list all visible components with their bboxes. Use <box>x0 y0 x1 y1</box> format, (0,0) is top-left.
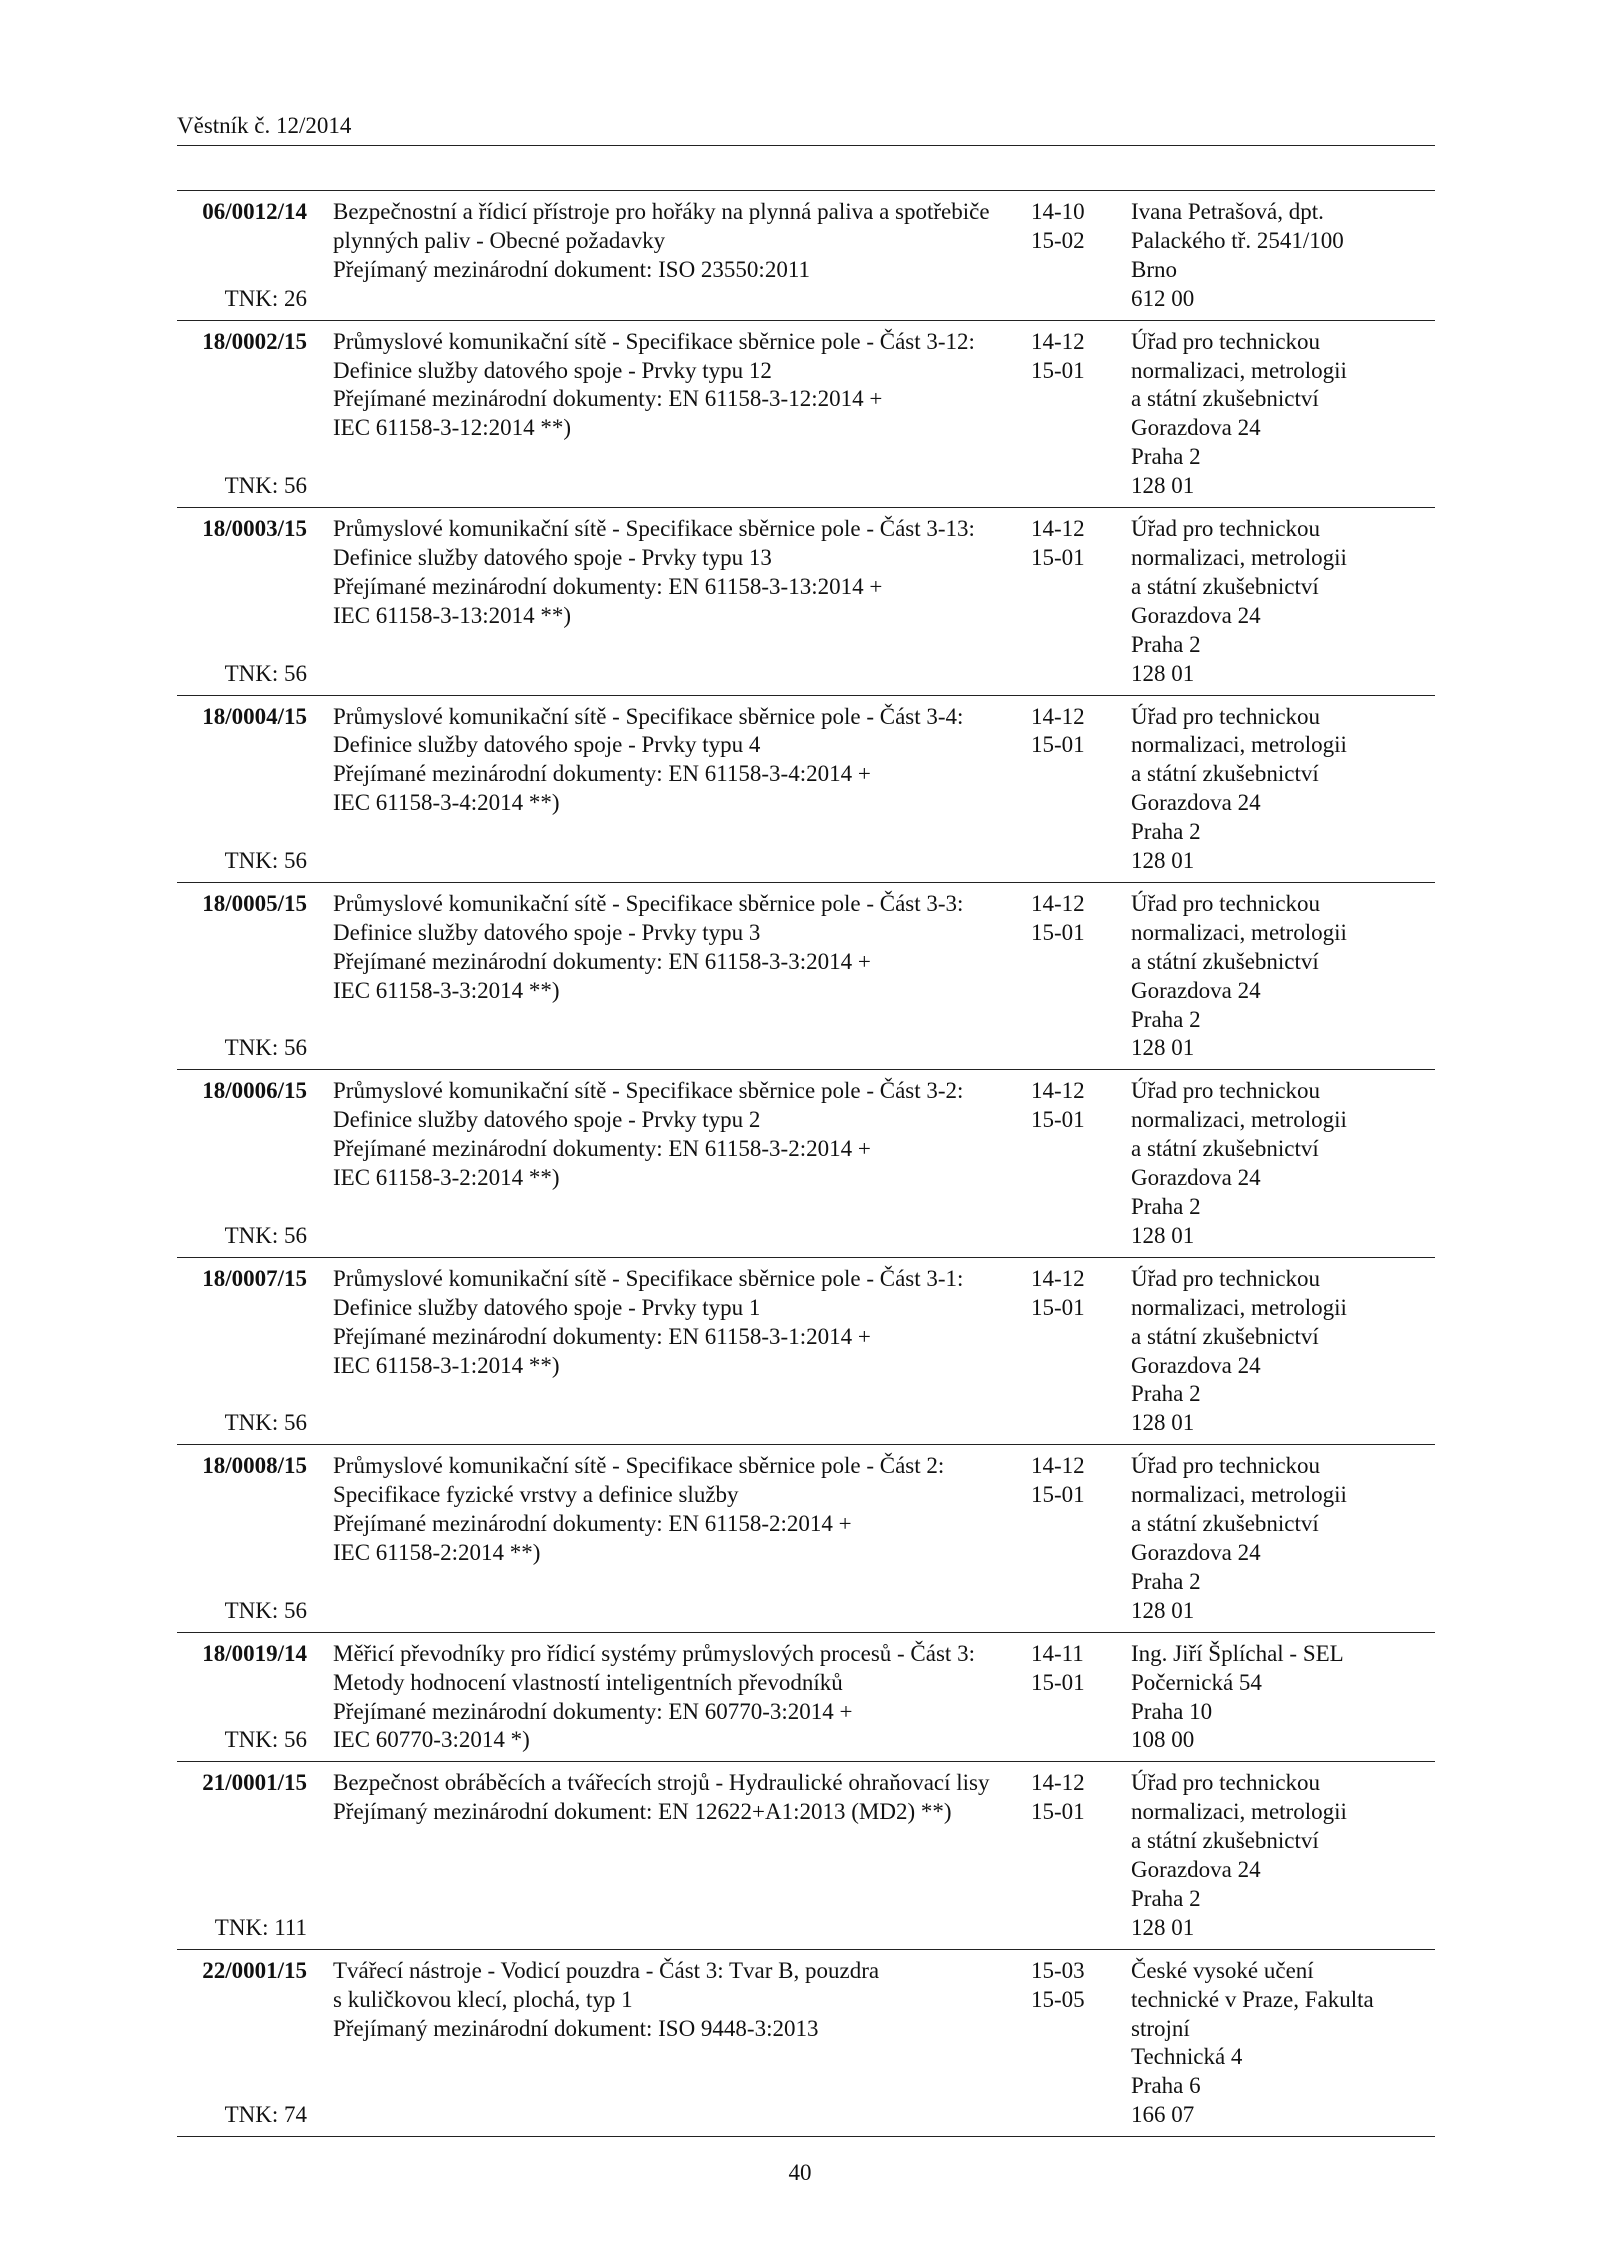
tnk-number: TNK: 56 <box>224 1597 307 1623</box>
date-value: 14-12 <box>1031 1078 1085 1104</box>
title-line: Přejímané mezinárodní dokumenty: EN 60770-3:2014 + <box>333 1698 853 1724</box>
address-line: Gorazdova 24 <box>1131 1857 1261 1883</box>
address-line: a státní zkušebnictví <box>1131 761 1319 787</box>
standard-id-cell <box>177 515 307 688</box>
standard-code: 18/0019/14 <box>202 1640 307 1666</box>
title-line: Průmyslové komunikační sítě - Specifikace sběrnice pole - Část 3-4: <box>333 703 964 729</box>
address-line: Praha 10 <box>1131 1698 1213 1724</box>
title-line: Definice služby datového spoje - Prvky typu 1 <box>333 1294 761 1320</box>
address-line: 128 01 <box>1131 1914 1195 1940</box>
address-line: Úřad pro technickou <box>1131 1265 1321 1291</box>
title-line: Metody hodnocení vlastností inteligentních převodníků <box>333 1669 843 1695</box>
title-line: IEC 61158-3-1:2014 **) <box>333 1352 560 1378</box>
processor-address-cell <box>1127 1640 1435 1756</box>
tnk-number: TNK: 74 <box>224 2102 307 2128</box>
date-value: 15-01 <box>1031 1799 1085 1825</box>
standard-code: 18/0008/15 <box>202 1453 307 1479</box>
address-line: Gorazdova 24 <box>1131 790 1261 816</box>
tnk-number: TNK: 111 <box>214 1914 307 1940</box>
address-line: Počernická 54 <box>1131 1669 1262 1695</box>
table-row <box>177 1633 1435 1763</box>
standard-code: 18/0004/15 <box>202 703 307 729</box>
dates-cell <box>1027 1769 1127 1942</box>
dates-cell <box>1027 198 1127 314</box>
dates-cell <box>1027 1640 1127 1756</box>
title-line: Průmyslové komunikační sítě - Specifikace sběrnice pole - Část 3-13: <box>333 516 975 542</box>
address-line: normalizaci, metrologii <box>1131 1482 1347 1508</box>
address-line: 128 01 <box>1131 1035 1195 1061</box>
address-line: a státní zkušebnictví <box>1131 573 1319 599</box>
address-line: Úřad pro technickou <box>1131 328 1321 354</box>
address-line: České vysoké učení <box>1131 1957 1314 1983</box>
address-line: 108 00 <box>1131 1727 1195 1753</box>
title-line: Definice služby datového spoje - Prvky typu 4 <box>333 732 761 758</box>
address-line: Úřad pro technickou <box>1131 516 1321 542</box>
address-line: a státní zkušebnictví <box>1131 1828 1319 1854</box>
title-line: Měřicí převodníky pro řídicí systémy průmyslových procesů - Část 3: <box>333 1640 975 1666</box>
dates-cell <box>1027 1957 1127 2130</box>
title-line: Průmyslové komunikační sítě - Specifikace sběrnice pole - Část 3-2: <box>333 1078 964 1104</box>
address-line: Praha 2 <box>1131 1006 1201 1032</box>
date-value: 15-05 <box>1031 1986 1085 2012</box>
title-line: IEC 60770-3:2014 *) <box>333 1727 530 1753</box>
processor-address-cell <box>1127 703 1435 876</box>
tnk-number: TNK: 26 <box>224 285 307 311</box>
date-value: 15-01 <box>1031 732 1085 758</box>
standard-code: 18/0006/15 <box>202 1078 307 1104</box>
standard-code: 21/0001/15 <box>202 1770 307 1796</box>
address-line: Ivana Petrašová, dpt. <box>1131 199 1324 224</box>
address-line: a státní zkušebnictví <box>1131 1323 1319 1349</box>
date-value: 15-01 <box>1031 919 1085 945</box>
address-line: Praha 2 <box>1131 631 1201 657</box>
date-value: 15-01 <box>1031 1669 1085 1695</box>
title-line: IEC 61158-3-12:2014 **) <box>333 415 572 441</box>
address-line: strojní <box>1131 2015 1190 2041</box>
title-line: IEC 61158-2:2014 **) <box>333 1539 541 1565</box>
address-line: normalizaci, metrologii <box>1131 544 1347 570</box>
title-line: Přejímané mezinárodní dokumenty: EN 61158-2:2014 + <box>333 1511 852 1537</box>
standard-id-cell <box>177 703 307 876</box>
address-line: normalizaci, metrologii <box>1131 1799 1347 1825</box>
date-value: 14-12 <box>1031 1453 1085 1479</box>
title-line: Přejímaný mezinárodní dokument: ISO 9448-3:2013 <box>333 2015 819 2041</box>
standard-code: 22/0001/15 <box>202 1957 307 1983</box>
standard-id-cell <box>177 1077 307 1250</box>
standard-title-cell <box>307 198 1027 314</box>
date-value: 14-12 <box>1031 890 1085 916</box>
address-line: Úřad pro technickou <box>1131 890 1321 916</box>
title-line: Průmyslové komunikační sítě - Specifikace sběrnice pole - Část 2: <box>333 1453 945 1479</box>
address-line: a státní zkušebnictví <box>1131 386 1319 412</box>
title-line: Průmyslové komunikační sítě - Specifikace sběrnice pole - Část 3-12: <box>333 328 975 354</box>
table-row <box>177 696 1435 883</box>
table-row <box>177 508 1435 695</box>
address-line: 128 01 <box>1131 1222 1195 1248</box>
address-line: a státní zkušebnictví <box>1131 1136 1319 1162</box>
address-line: 612 00 <box>1131 285 1195 311</box>
date-value: 15-01 <box>1031 357 1085 383</box>
processor-address-cell <box>1127 1077 1435 1250</box>
address-line: Gorazdova 24 <box>1131 1165 1261 1191</box>
title-line: plynných paliv - Obecné požadavky <box>333 227 666 253</box>
standard-title-cell <box>307 1957 1027 2130</box>
address-line: Úřad pro technickou <box>1131 703 1321 729</box>
standard-code: 18/0002/15 <box>202 328 307 354</box>
processor-address-cell <box>1127 1265 1435 1438</box>
title-line: IEC 61158-3-2:2014 **) <box>333 1165 560 1191</box>
date-value: 14-10 <box>1031 199 1085 224</box>
address-line: technické v Praze, Fakulta <box>1131 1986 1374 2012</box>
address-line: a státní zkušebnictví <box>1131 948 1319 974</box>
title-line: Tvářecí nástroje - Vodicí pouzdra - Část 3: Tvar B, pouzdra <box>333 1957 880 1983</box>
standard-title-cell <box>307 890 1027 1063</box>
dates-cell <box>1027 703 1127 876</box>
dates-cell <box>1027 1077 1127 1250</box>
address-line: normalizaci, metrologii <box>1131 732 1347 758</box>
address-line: normalizaci, metrologii <box>1131 1294 1347 1320</box>
processor-address-cell <box>1127 1452 1435 1625</box>
date-value: 14-12 <box>1031 1770 1085 1796</box>
address-line: 128 01 <box>1131 1597 1195 1623</box>
tnk-number: TNK: 56 <box>224 660 307 686</box>
dates-cell <box>1027 1265 1127 1438</box>
standard-id-cell <box>177 1957 307 2130</box>
table-row <box>177 1762 1435 1949</box>
title-line: Definice služby datového spoje - Prvky typu 3 <box>333 919 761 945</box>
address-line: Praha 2 <box>1131 444 1201 470</box>
date-value: 14-12 <box>1031 516 1085 542</box>
title-line: IEC 61158-3-3:2014 **) <box>333 977 560 1003</box>
address-line: Praha 2 <box>1131 1568 1201 1594</box>
address-line: a státní zkušebnictví <box>1131 1511 1319 1537</box>
table-row <box>177 1445 1435 1632</box>
processor-address-cell <box>1127 515 1435 688</box>
address-line: Gorazdova 24 <box>1131 977 1261 1003</box>
standards-table <box>177 190 1435 2137</box>
standard-id-cell <box>177 1265 307 1438</box>
tnk-number: TNK: 56 <box>224 1035 307 1061</box>
table-row <box>177 1070 1435 1257</box>
standard-id-cell <box>177 890 307 1063</box>
table-row <box>177 321 1435 508</box>
processor-address-cell <box>1127 198 1435 314</box>
title-line: Definice služby datového spoje - Prvky typu 13 <box>333 544 772 570</box>
tnk-number: TNK: 56 <box>224 848 307 874</box>
address-line: Gorazdova 24 <box>1131 602 1261 628</box>
standard-id-cell <box>177 198 307 314</box>
date-value: 14-12 <box>1031 1265 1085 1291</box>
date-value: 15-01 <box>1031 544 1085 570</box>
title-line: Přejímané mezinárodní dokumenty: EN 61158-3-12:2014 + <box>333 386 883 412</box>
date-value: 15-02 <box>1031 227 1085 253</box>
address-line: 166 07 <box>1131 2102 1195 2128</box>
title-line: Definice služby datového spoje - Prvky typu 2 <box>333 1107 761 1133</box>
title-line: Průmyslové komunikační sítě - Specifikace sběrnice pole - Část 3-1: <box>333 1265 964 1291</box>
date-value: 15-01 <box>1031 1294 1085 1320</box>
standard-code: 06/0012/14 <box>202 199 307 224</box>
table-row <box>177 1950 1435 2137</box>
dates-cell <box>1027 515 1127 688</box>
title-line: Specifikace fyzické vrstvy a definice služby <box>333 1482 739 1508</box>
page-number: 40 <box>788 2160 812 2185</box>
address-line: Brno <box>1131 256 1177 282</box>
tnk-number: TNK: 56 <box>224 473 307 499</box>
title-line: IEC 61158-3-4:2014 **) <box>333 790 560 816</box>
processor-address-cell <box>1127 1957 1435 2130</box>
address-line: Palackého tř. 2541/100 <box>1131 227 1344 253</box>
table-row <box>177 883 1435 1070</box>
title-line: Bezpečnostní a řídicí přístroje pro hořáky na plynná paliva a spotřebiče <box>333 199 990 224</box>
address-line: Ing. Jiří Šplíchal - SEL <box>1131 1640 1344 1666</box>
address-line: Gorazdova 24 <box>1131 1352 1261 1378</box>
dates-cell <box>1027 1452 1127 1625</box>
standard-id-cell <box>177 328 307 501</box>
title-line: s kuličkovou klecí, plochá, typ 1 <box>333 1986 633 2012</box>
title-line: Definice služby datového spoje - Prvky typu 12 <box>333 357 772 383</box>
address-line: normalizaci, metrologii <box>1131 919 1347 945</box>
date-value: 14-12 <box>1031 328 1085 354</box>
standard-title-cell <box>307 1452 1027 1625</box>
title-line: IEC 61158-3-13:2014 **) <box>333 602 572 628</box>
standard-id-cell <box>177 1769 307 1942</box>
standard-title-cell <box>307 1077 1027 1250</box>
processor-address-cell <box>1127 1769 1435 1942</box>
address-line: Praha 2 <box>1131 819 1201 845</box>
address-line: normalizaci, metrologii <box>1131 357 1347 383</box>
address-line: Praha 2 <box>1131 1194 1201 1219</box>
title-line: Přejímané mezinárodní dokumenty: EN 61158-3-2:2014 + <box>333 1136 871 1162</box>
date-value: 15-03 <box>1031 1957 1085 1983</box>
standard-title-cell <box>307 1265 1027 1438</box>
standard-title-cell <box>307 1769 1027 1942</box>
standard-code: 18/0007/15 <box>202 1265 307 1291</box>
standard-id-cell <box>177 1640 307 1756</box>
date-value: 14-11 <box>1031 1640 1084 1666</box>
address-line: 128 01 <box>1131 848 1195 874</box>
address-line: Úřad pro technickou <box>1131 1770 1321 1796</box>
date-value: 15-01 <box>1031 1482 1085 1508</box>
standard-title-cell <box>307 1640 1027 1756</box>
title-line: Přejímaný mezinárodní dokument: ISO 23550:2011 <box>333 256 810 282</box>
address-line: Praha 2 <box>1131 1885 1201 1911</box>
address-line: Úřad pro technickou <box>1131 1078 1321 1104</box>
standard-title-cell <box>307 515 1027 688</box>
standard-code: 18/0005/15 <box>202 890 307 916</box>
dates-cell <box>1027 328 1127 501</box>
address-line: 128 01 <box>1131 473 1195 499</box>
header-divider <box>177 145 1435 146</box>
address-line: 128 01 <box>1131 660 1195 686</box>
date-value: 14-12 <box>1031 703 1085 729</box>
title-line: Přejímané mezinárodní dokumenty: EN 61158-3-1:2014 + <box>333 1323 871 1349</box>
address-line: Technická 4 <box>1131 2044 1243 2070</box>
address-line: 128 01 <box>1131 1410 1195 1436</box>
standard-title-cell <box>307 328 1027 501</box>
standard-id-cell <box>177 1452 307 1625</box>
title-line: Přejímané mezinárodní dokumenty: EN 61158-3-13:2014 + <box>333 573 883 599</box>
standard-code: 18/0003/15 <box>202 516 307 542</box>
table-row <box>177 191 1435 321</box>
standard-title-cell <box>307 703 1027 876</box>
address-line: Gorazdova 24 <box>1131 1539 1261 1565</box>
address-line: Úřad pro technickou <box>1131 1453 1321 1479</box>
dates-cell <box>1027 890 1127 1063</box>
tnk-number: TNK: 56 <box>224 1727 307 1753</box>
title-line: Průmyslové komunikační sítě - Specifikace sběrnice pole - Část 3-3: <box>333 890 964 916</box>
processor-address-cell <box>1127 328 1435 501</box>
date-value: 15-01 <box>1031 1107 1085 1133</box>
table-row <box>177 1258 1435 1445</box>
address-line: Praha 6 <box>1131 2073 1201 2099</box>
page-header-title: Věstník č. 12/2014 <box>177 113 352 138</box>
address-line: normalizaci, metrologii <box>1131 1107 1347 1133</box>
title-line: Přejímaný mezinárodní dokument: EN 12622+A1:2013 (MD2) **) <box>333 1799 952 1825</box>
address-line: Praha 2 <box>1131 1381 1201 1407</box>
processor-address-cell <box>1127 890 1435 1063</box>
title-line: Bezpečnost obráběcích a tvářecích strojů - Hydraulické ohraňovací lisy <box>333 1770 990 1796</box>
tnk-number: TNK: 56 <box>224 1222 307 1248</box>
title-line: Přejímané mezinárodní dokumenty: EN 61158-3-3:2014 + <box>333 948 871 974</box>
title-line: Přejímané mezinárodní dokumenty: EN 61158-3-4:2014 + <box>333 761 871 787</box>
address-line: Gorazdova 24 <box>1131 415 1261 441</box>
tnk-number: TNK: 56 <box>224 1410 307 1436</box>
